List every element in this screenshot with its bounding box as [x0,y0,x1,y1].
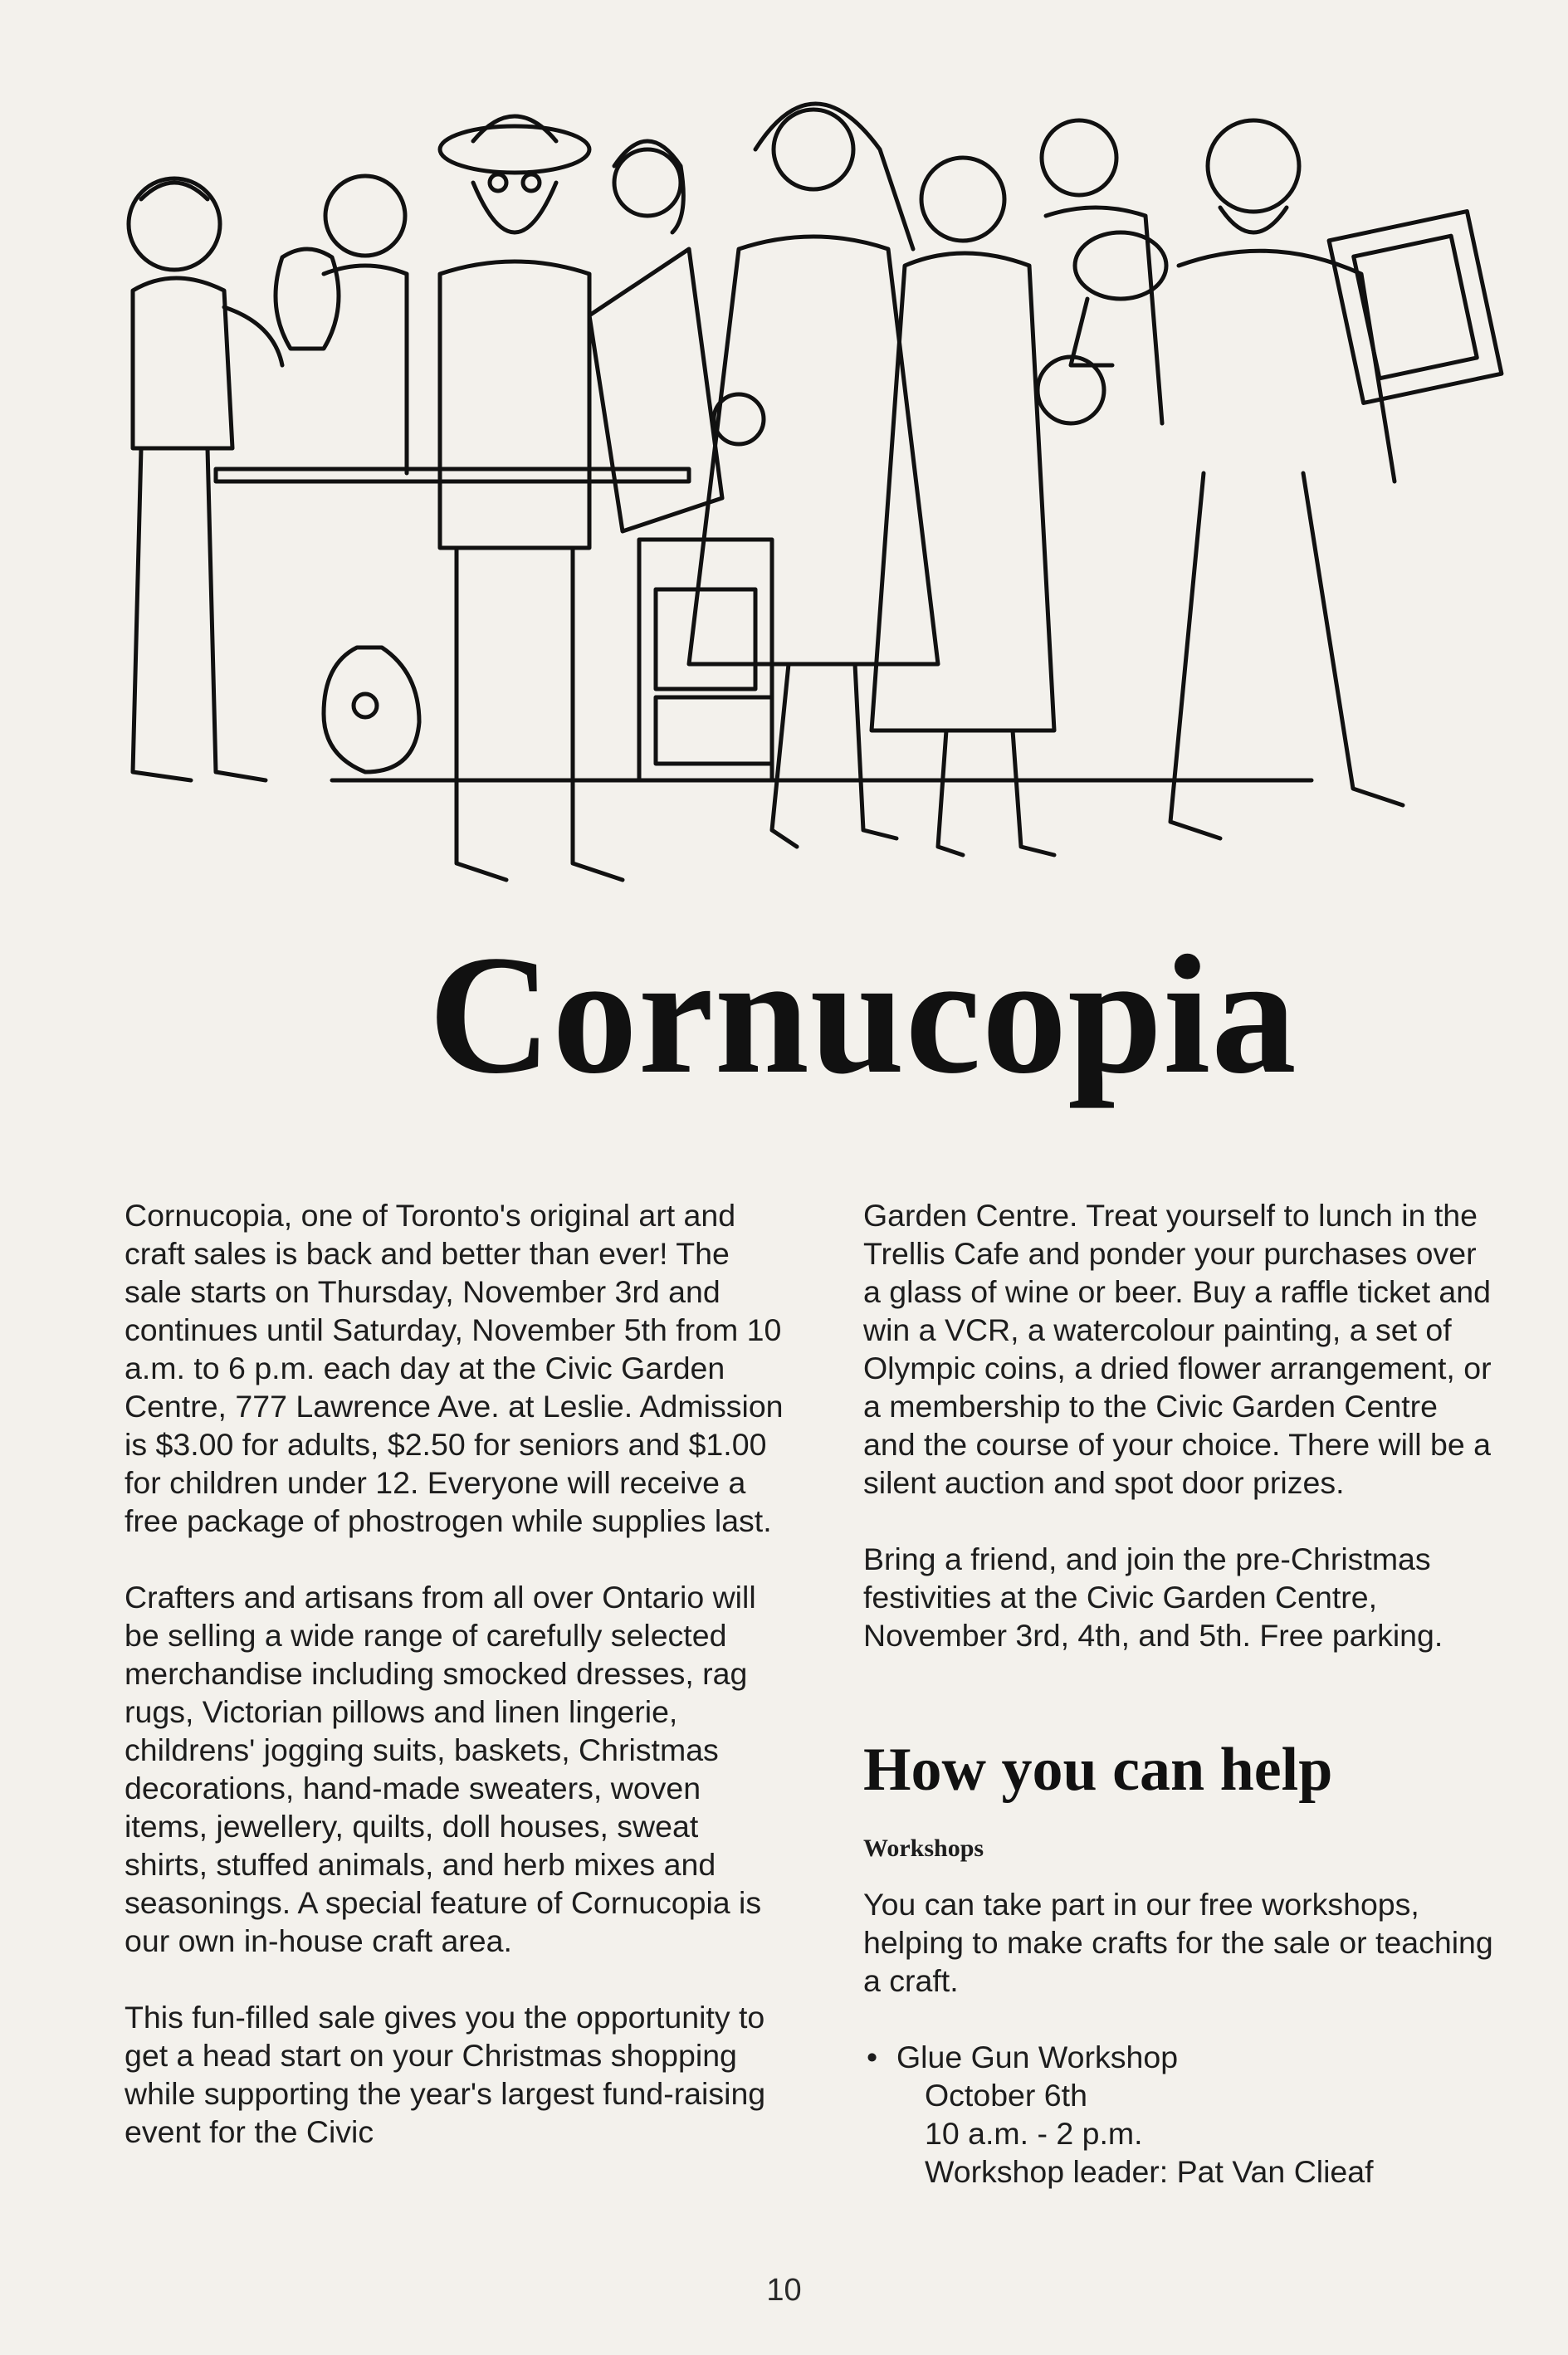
page-title: Cornucopia [428,921,1297,1109]
garden-centre-paragraph: Garden Centre. Treat yourself to lunch in the Trellis Cafe and ponder your purchases over a glass of wine or beer. Buy a raffle ticket and win a VCR, a watercolour painting, a set of Olympic coins, a dried flower arrangement, or a membership to the Civic Garden Centre and the course of your choice. There will be a silent auction and spot door prizes. [863,1198,1492,1500]
workshop-date: October 6th [925,2078,1087,2113]
workshop-time: 10 a.m. - 2 p.m. [925,2116,1143,2151]
intro-paragraph: Cornucopia, one of Toronto's original art and craft sales is back and better than ever! The sale starts on Thursday, November 3rd and continues until Saturday, November 5th from 10 a.m. to 6 p.m. each day at the Civic Garden Centre, 777 Lawrence Ave. at Leslie. Admission is $3.00 for adults, $2.50 for seniors and $1.00 for children under 12. Everyone will receive a free package of phostrogen while supplies last. [125,1198,784,1538]
workshop-name: Glue Gun Workshop [896,2040,1179,2074]
bring-a-friend-paragraph: Bring a friend, and join the pre-Christmas festivities at the Civic Garden Centre, November 3rd, 4th, and 5th. Free parking. [863,1541,1443,1653]
workshop-list-item [863,2038,1494,2191]
left-column [125,1196,789,2189]
help-heading: How you can help [863,1736,1333,1804]
bullet-icon: • [867,2040,878,2074]
workshops-text: You can take part in our free workshops, helping to make crafts for the sale or teaching a craft. [863,1887,1493,1998]
workshop-leader: Workshop leader: Pat Van Clieaf [925,2154,1374,2189]
right-column [863,1196,1494,2191]
crowd-illustration-icon [108,91,1544,888]
fundraising-paragraph: This fun-filled sale gives you the opportunity to get a head start on your Christmas shopping while supporting the year's largest fund-raising event for the Civic [125,2000,766,2149]
workshops-heading: Workshops [863,1835,984,1862]
crafters-paragraph: Crafters and artisans from all over Ontario will be selling a wide range of carefully selected merchandise including smocked dresses, rag rugs, Victorian pillows and linen lingerie, childrens' jogging suits, baskets, Christmas decorations, hand-made sweaters, woven items, jewellery, quilts, doll houses, sweat shirts, stuffed animals, and herb mixes and seasonings. A special feature of Cornucopia is our own in-house craft area. [125,1580,762,1958]
page-number: 10 [766,2273,802,2308]
